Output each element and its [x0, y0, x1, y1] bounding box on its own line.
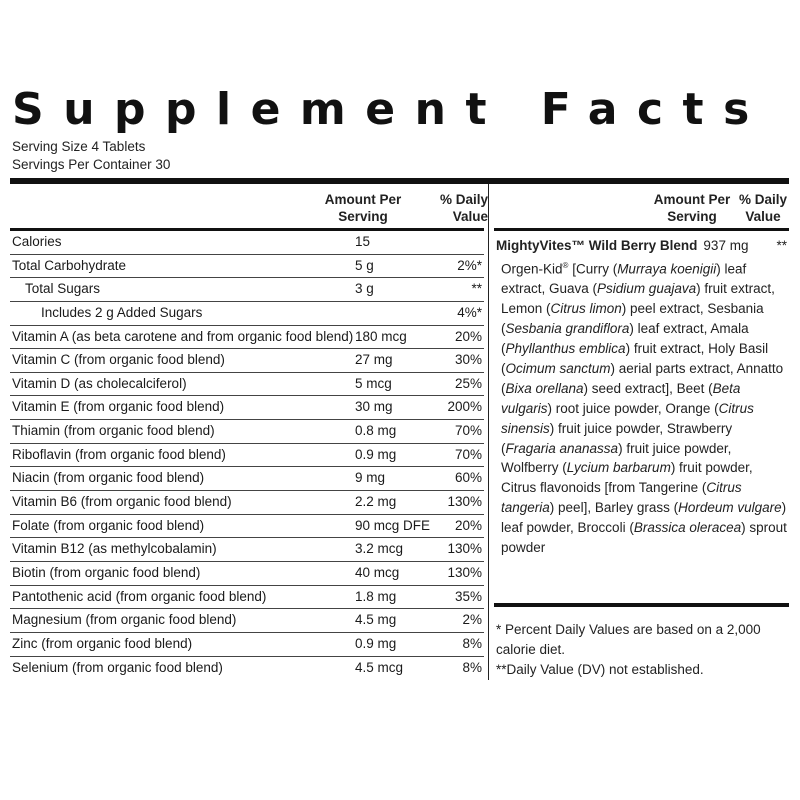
nutrient-name: Biotin (from organic food blend) — [12, 564, 201, 580]
page-title: Supplement Facts — [12, 84, 769, 135]
nutrient-daily-value: 30% — [454, 352, 482, 368]
nutrient-row — [10, 349, 484, 373]
right-header-divider — [494, 228, 789, 231]
ingredient-text: ) leaf powder, Broccoli ( — [501, 500, 787, 536]
nutrient-daily-value: 20% — [454, 328, 482, 344]
nutrient-row — [10, 444, 484, 468]
nutrient-row — [10, 515, 484, 539]
nutrient-row — [10, 326, 484, 350]
nutrient-amount: 40 mcg — [355, 564, 400, 580]
ingredient-text: Orgen-Kid — [501, 261, 563, 277]
nutrient-name: Includes 2 g Added Sugars — [41, 304, 203, 320]
nutrient-amount: 5 g — [355, 257, 374, 273]
ingredient-text: ) sprout powder — [501, 520, 787, 556]
nutrient-row — [10, 609, 484, 633]
ingredient-text: ) peel extract, Sesbania ( — [501, 301, 764, 337]
nutrient-daily-value: 130% — [447, 564, 482, 580]
nutrient-row — [10, 633, 484, 657]
nutrient-daily-value: 8% — [462, 659, 482, 675]
nutrient-amount: 90 mcg DFE — [355, 517, 431, 533]
ingredient-text: ® — [562, 260, 569, 270]
nutrient-name: Calories — [12, 234, 62, 249]
footnote-daily-value: * Percent Daily Values are based on a 2,000 calorie diet. — [496, 622, 761, 657]
nutrient-daily-value: 130% — [447, 494, 482, 510]
nutrient-daily-value: 4%* — [457, 304, 482, 320]
nutrient-name: Selenium (from organic food blend) — [12, 659, 223, 675]
ingredient-text: ) fruit juice powder, Wolfberry ( — [501, 440, 732, 476]
nutrient-daily-value: 2% — [462, 612, 482, 628]
nutrient-amount: 4.5 mg — [355, 612, 397, 628]
ingredient-latin-name: Beta vulgaris — [501, 380, 741, 416]
ingredient-text: ) leaf extract, Amala ( — [501, 321, 749, 357]
nutrient-name: Vitamin D (as cholecalciferol) — [12, 375, 187, 391]
nutrient-amount: 2.2 mg — [355, 494, 397, 510]
nutrient-row — [10, 538, 484, 562]
nutrient-amount: 1.8 mg — [355, 588, 397, 604]
nutrient-table — [10, 231, 484, 679]
nutrient-row — [10, 586, 484, 610]
nutrient-daily-value: 2%* — [457, 257, 482, 273]
ingredient-latin-name: Citrus limon — [550, 301, 622, 317]
nutrient-row — [10, 373, 484, 397]
blend-amount: 937 mg — [703, 238, 749, 253]
ingredient-text: ) seed extract], Beet ( — [583, 380, 713, 396]
ingredient-latin-name: Citrus tangeria — [501, 480, 742, 516]
nutrient-amount: 5 mcg — [355, 375, 392, 391]
nutrient-name: Zinc (from organic food blend) — [12, 635, 193, 651]
footnote-not-established: **Daily Value (DV) not established. — [496, 662, 704, 677]
ingredient-text: ) fruit extract, Holy Basil ( — [501, 341, 769, 376]
nutrient-name: Vitamin C (from organic food blend) — [12, 352, 225, 368]
ingredient-latin-name: Ocimum sanctum — [505, 360, 611, 376]
footnotes — [496, 620, 789, 680]
nutrient-row — [10, 396, 484, 420]
nutrient-daily-value: 60% — [454, 470, 482, 486]
header-amount-per-serving-right: Amount Per Serving — [653, 192, 731, 224]
nutrient-amount: 30 mg — [355, 399, 393, 415]
ingredient-latin-name: Sesbania grandiflora — [505, 321, 630, 337]
nutrient-amount: 0.9 mg — [355, 446, 397, 462]
nutrient-daily-value: 130% — [447, 541, 482, 557]
nutrient-name: Vitamin B12 (as methylcobalamin) — [12, 541, 217, 557]
nutrient-daily-value: 70% — [454, 423, 482, 439]
nutrient-daily-value: 25% — [454, 375, 482, 391]
ingredient-latin-name: Phyllanthus emblica — [505, 341, 626, 357]
nutrient-row — [10, 278, 484, 302]
nutrient-row — [10, 491, 484, 515]
nutrient-amount: 180 mcg — [355, 328, 407, 344]
ingredient-text: ) fruit juice powder, Strawberry ( — [501, 420, 733, 456]
blend-header — [496, 236, 789, 256]
ingredient-text: ) root juice powder, Orange ( — [547, 400, 719, 416]
nutrient-name: Vitamin E (from organic food blend) — [12, 399, 225, 415]
servings-per-container: Servings Per Container 30 — [12, 157, 171, 172]
nutrient-name: Pantothenic acid (from organic food blend) — [12, 588, 267, 604]
ingredient-latin-name: Citrus sinensis — [501, 400, 754, 436]
nutrient-amount: 0.9 mg — [355, 635, 397, 651]
nutrient-row — [10, 657, 484, 680]
nutrient-daily-value: 35% — [454, 588, 482, 604]
nutrient-amount: 15 — [355, 234, 371, 249]
ingredient-latin-name: Murraya koenigii — [617, 261, 717, 277]
nutrient-name: Total Sugars — [25, 281, 101, 297]
nutrient-row — [10, 467, 484, 491]
blend-ingredients — [496, 256, 789, 558]
nutrient-amount: 4.5 mcg — [355, 659, 404, 675]
nutrient-amount: 9 mg — [355, 470, 386, 486]
nutrient-name: Magnesium (from organic food blend) — [12, 612, 237, 628]
nutrient-row — [10, 255, 484, 279]
ingredient-latin-name: Hordeum vulgare — [678, 500, 782, 516]
nutrient-daily-value: ** — [471, 281, 482, 297]
blend-name: MightyVites™ Wild Berry Blend — [496, 238, 698, 253]
ingredient-latin-name: Lycium barbarum — [566, 460, 671, 476]
nutrient-name: Vitamin B6 (from organic food blend) — [12, 494, 232, 510]
ingredient-text: ) fruit extract, Lemon ( — [501, 281, 775, 317]
nutrient-row — [10, 231, 484, 255]
nutrient-amount: 3 g — [355, 281, 374, 297]
ingredient-text: [Curry ( — [568, 261, 618, 277]
header-amount-per-serving: Amount Per Serving — [324, 192, 402, 224]
ingredient-text: ) fruit powder, Citrus flavonoids [from Tangerine ( — [501, 460, 753, 496]
ingredient-text: ) leaf extract, Guava ( — [501, 261, 747, 297]
nutrient-name: Folate (from organic food blend) — [12, 517, 205, 533]
ingredient-latin-name: Psidium guajava — [597, 281, 697, 297]
nutrient-row — [10, 420, 484, 444]
nutrient-row — [10, 562, 484, 586]
nutrient-name: Total Carbohydrate — [12, 257, 127, 273]
nutrient-amount: 0.8 mg — [355, 423, 397, 439]
nutrient-daily-value: 200% — [447, 399, 482, 415]
nutrient-name: Riboflavin (from organic food blend) — [12, 446, 226, 462]
nutrient-row — [10, 302, 484, 326]
nutrient-daily-value: 20% — [454, 517, 482, 533]
blend-daily-value: ** — [776, 238, 787, 253]
ingredient-text: ) aerial parts extract, Annatto ( — [501, 360, 784, 396]
ingredient-text: ) peel], Barley grass ( — [549, 500, 679, 516]
nutrient-amount: 3.2 mcg — [355, 541, 404, 557]
footnote-divider — [494, 603, 789, 607]
ingredient-latin-name: Brassica oleracea — [633, 520, 742, 536]
header-daily-value: % Daily Value — [439, 192, 488, 224]
column-divider — [488, 184, 489, 680]
header-daily-value-right: % Daily Value — [738, 192, 788, 224]
nutrient-daily-value: 70% — [454, 446, 482, 462]
nutrient-amount: 27 mg — [355, 352, 393, 368]
serving-size: Serving Size 4 Tablets — [12, 139, 146, 154]
nutrient-name: Niacin (from organic food blend) — [12, 470, 205, 486]
nutrient-name: Thiamin (from organic food blend) — [12, 423, 215, 439]
ingredient-latin-name: Fragaria ananassa — [505, 440, 619, 456]
top-divider — [10, 178, 789, 184]
nutrient-daily-value: 8% — [462, 635, 482, 651]
blend-section — [496, 236, 789, 558]
nutrient-name: Vitamin A (as beta carotene and from organic food blend) — [12, 328, 354, 344]
ingredient-latin-name: Bixa orellana — [505, 380, 584, 396]
